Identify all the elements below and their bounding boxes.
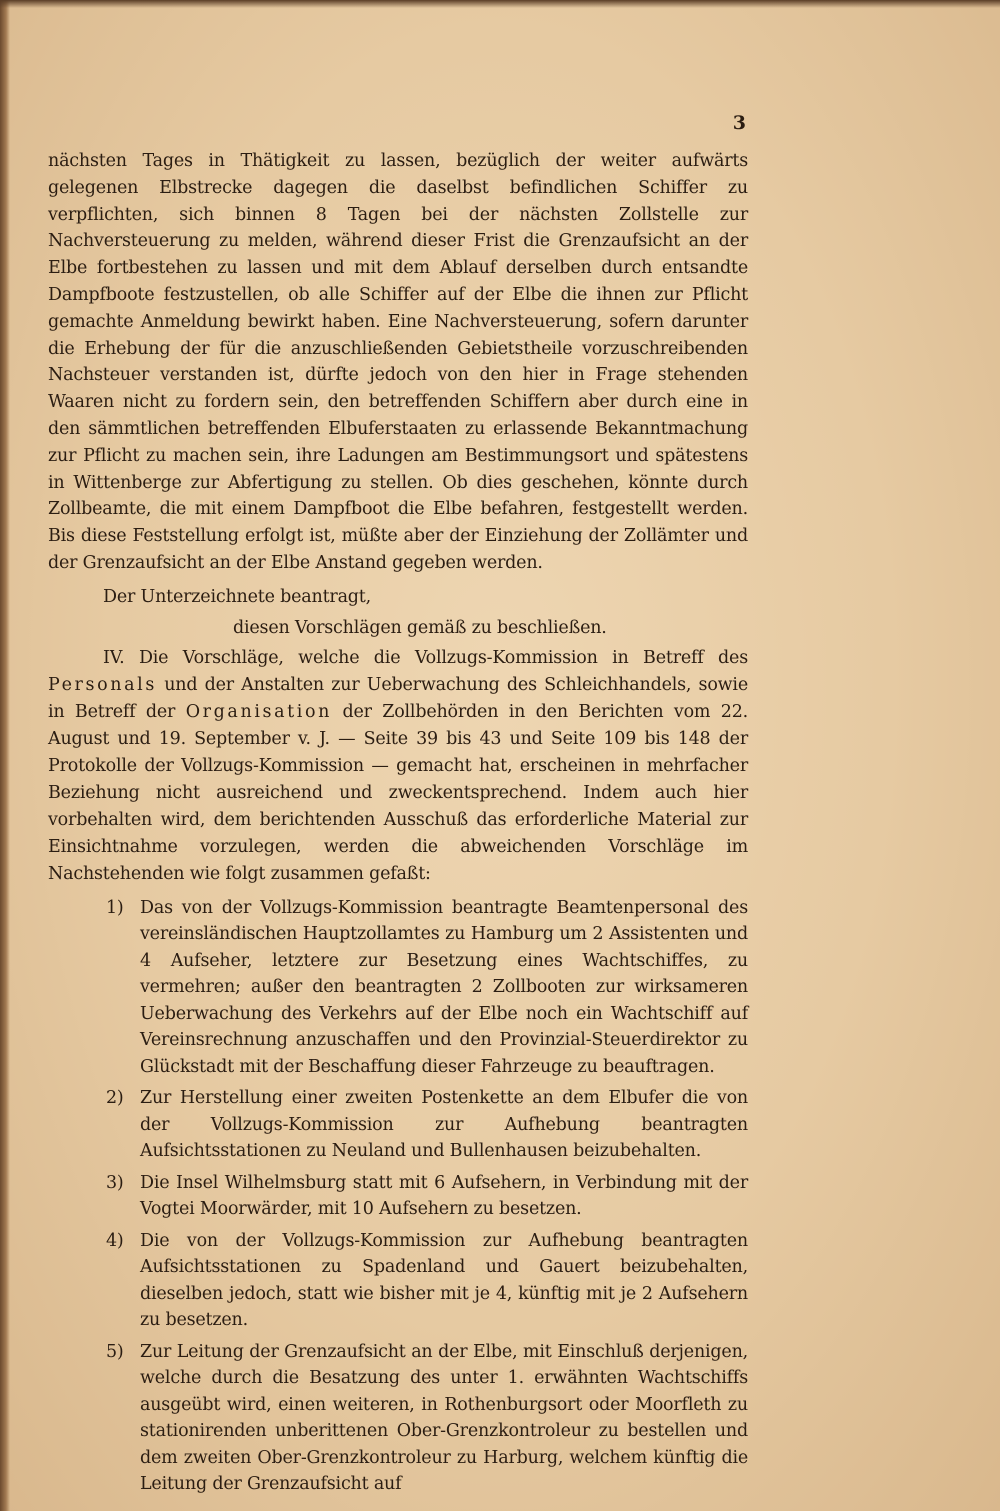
section-iv-text-b: und der Anstalten zur Ueberwachung des Schleichhandels, sowie in Betreff der [48,674,748,722]
motion-intro: Der Unterzeichnete beantragt, [103,586,372,607]
list-item-text: Zur Herstellung einer zweiten Postenkette an dem Elbufer die von der Vollzugs-Kommission zur Aufhebung beantragten Aufsichtsstationen zu Neuland und Bullenhausen beizubehalten. [140,1088,748,1162]
section-iv-spaced-personals: Personals [48,674,157,695]
section-iv-paragraph [48,645,748,888]
page-top-shadow [0,0,1000,8]
list-item-text: Das von der Vollzugs-Kommission beantragte Beamtenpersonal des vereinsländischen Hauptzollamtes zu Hamburg um 2 Assistenten und 4 Aufseher, letztere zur Besetzung eines Wachtschiffes, zu vermehren; außer den beantragten 2 Zollbooten zur wirksameren Ueberwachung des Verkehrs auf der Elbe noch ein Wachtschiff auf Vereinsrechnung anzuschaffen und den Provinzial-Steuerdirektor zu Glückstadt mit der Beschaffung dieser Fahrzeuge zu beauftragen. [140,897,748,1077]
list-item-number: 3) [106,1172,124,1193]
list-item [48,1085,748,1165]
body-text [48,148,748,1503]
proposals-list [48,895,748,1498]
list-item-text: Zur Leitung der Grenzaufsicht an der Elbe, mit Einschluß derjenigen, welche durch die Besatzung des unter 1. erwähnten Wachtschiffs ausgeübt wird, einen weiteren, in Rothenburgsort oder Moorfleth zu stationirenden unberittenen Ober-Grenzkontroleur zu bestellen und dem zweiten Ober-Grenzkontroleur zu Harburg, welchem künftig die Leitung der Grenzaufsicht auf [140,1341,748,1495]
list-item-number: 2) [106,1088,124,1109]
list-item-number: 1) [106,897,124,918]
list-item [48,1170,748,1223]
page-number: 3 [732,112,746,134]
list-item-text: Die von der Vollzugs-Kommission zur Aufhebung beantragten Aufsichtsstationen zu Spadenland und Gauert beizubehalten, dieselben jedoch, statt wie bisher mit je 4, künftig mit je 2 Aufsehern zu besetzen. [140,1230,748,1331]
section-iv-text-c: der Zollbehörden in den Berichten vom 22. August und 19. September v. J. — Seite 39 bis 43 und Seite 109 bis 148 der Protokolle der Vollzugs-Kommission — gemacht hat, erscheinen in mehrfacher Beziehung nicht ausreichend und zweckentsprechend. Indem auch hier vorbehalten wird, dem berichtenden Ausschuß das erforderliche Material zur Einsichtnahme vorzulegen, werden die abweichenden Vorschläge im Nachstehenden wie folgt zusammen gefaßt: [48,701,749,884]
list-item [48,1339,748,1498]
list-item [48,895,748,1081]
list-item-number: 5) [106,1341,124,1362]
list-item [48,1228,748,1334]
section-iv-text-a: Die Vorschläge, welche die Vollzugs-Kommission in Betreff des [138,647,748,668]
section-iv-numeral: IV. [103,647,125,668]
motion-resolution: diesen Vorschlägen gemäß zu beschließen. [233,617,607,638]
section-iv-spaced-organisation: Organisation [185,701,332,722]
paragraph-continuation: nächsten Tages in Thätigkeit zu lassen, bezüglich der weiter aufwärts gelegenen Elbstrecke dagegen die daselbst befindlichen Schiffer zu verpflichten, sich binnen 8 Tagen bei der nächsten Zollstelle zur Nachversteuerung zu melden, während dieser Frist die Grenzaufsicht an der Elbe fortbestehen zu lassen und mit dem Ablauf derselben durch entsandte Dampfboote festzustellen, ob alle Schiffer auf der Elbe die ihnen zur Pflicht gemachte Anmeldung bewirkt haben. Eine Nachversteuerung, sofern darunter die Erhebung der für die anzuschließenden Gebietstheile vorzuschreibenden Nachsteuer verstanden ist, dürfte jedoch von den hier in Frage stehenden Waaren nicht zu fordern sein, den betreffenden Schiffern aber durch eine in den sämmtlichen betreffenden Elbuferstaaten zu erlassende Bekanntmachung zur Pflicht zu machen sein, ihre Ladungen am Bestimmungsort und spätestens in Wittenberge zur Abfertigung zu stellen. Ob dies geschehen, könnte durch Zollbeamte, die mit einem Dampfboot die Elbe befahren, festgestellt werden. Bis diese Feststellung erfolgt ist, müßte aber der Einziehung der Zollämter und der Grenzaufsicht an der Elbe Anstand gegeben werden. [48,151,748,573]
page-edge-shadow [0,0,10,1511]
list-item-text: Die Insel Wilhelmsburg statt mit 6 Aufsehern, in Verbindung mit der Vogtei Moorwärder, mit 10 Aufsehern zu besetzen. [140,1172,748,1220]
list-item-number: 4) [106,1230,124,1251]
